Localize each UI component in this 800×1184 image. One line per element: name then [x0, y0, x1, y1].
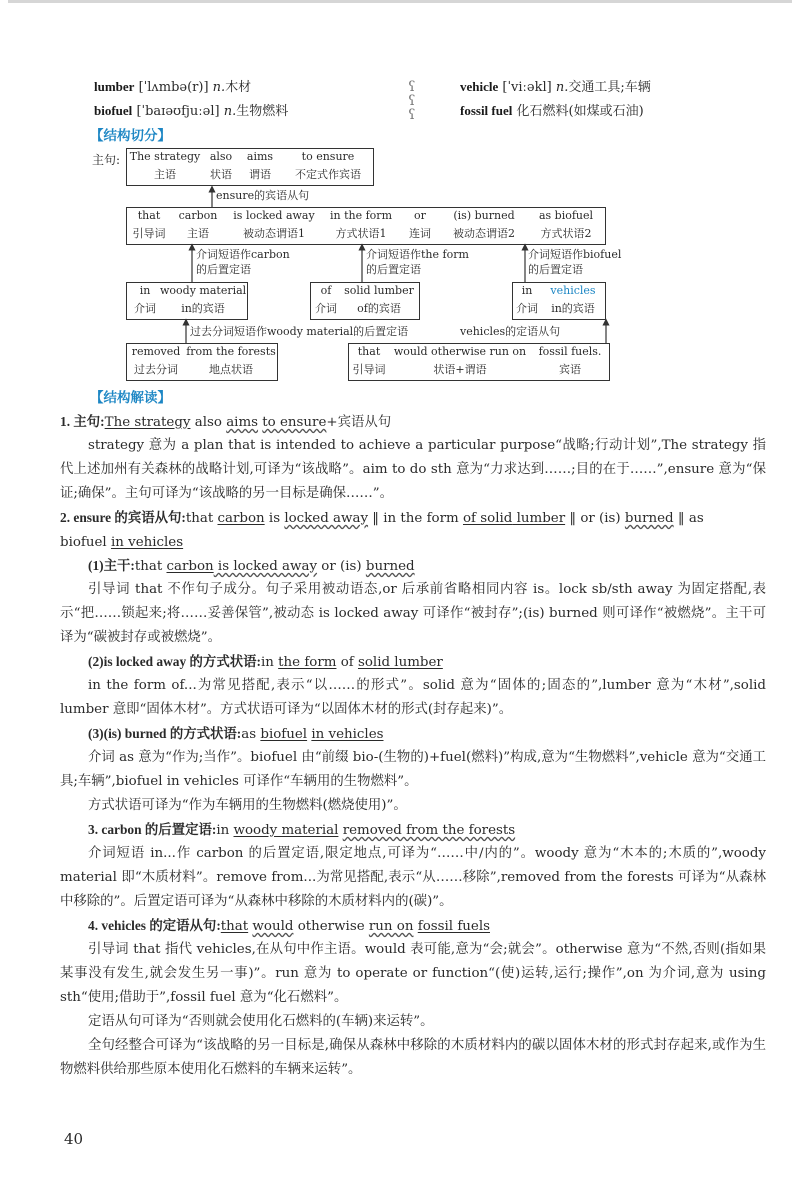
role-adverbial: 状语 — [210, 168, 232, 181]
role-past-participle: 过去分词 — [134, 363, 178, 376]
cell-is-locked-away: is locked away — [233, 209, 315, 222]
vocab-vehicle: vehicle [ˈviːəkl] n.交通工具;车辆 — [460, 79, 651, 95]
heading-ensure-object-clause: 2. ensure 的宾语从句:that carbon is locked away ‖ in the form of solid lumber ‖ or (is) burned ‖ as biofuel in vehicles — [60, 510, 704, 550]
cell-in-2: in — [521, 284, 533, 297]
role-preposition-1: 介词 — [134, 302, 156, 315]
role-passive-predicate-2: 被动态谓语2 — [453, 227, 515, 240]
note-ensure-object-clause: ensure的宾语从句 — [216, 189, 310, 202]
note-removed-postmodifier: 过去分词短语作woody material的后置定语 — [190, 325, 409, 338]
cell-to-ensure: to ensure — [301, 150, 355, 163]
paragraph-burned-manner: 介词 as 意为“作为;当作”。biofuel 由“前缀 bio-(生物的)+fuel(燃料)”构成,意为“生物燃料”,vehicle 意为“交通工具;车辆”,biofuel in vehicles 可译作“车辆用的生物燃料”。 — [60, 750, 766, 789]
main-clause-label: 主句: — [92, 153, 121, 167]
role-manner-adverbial-1: 方式状语1 — [335, 227, 387, 240]
heading-main-clause: 1. 主句:The strategy also aims to ensure+宾语从句 — [60, 414, 392, 430]
diagram-connectors — [0, 0, 800, 400]
page-number: 40 — [64, 1130, 84, 1148]
role-connector-2: 引导词 — [352, 363, 386, 376]
note-vehicles-relative-clause: vehicles的定语从句 — [460, 325, 561, 338]
paragraph-carbon-postmodifier: 介词短语 in...作 carbon 的后置定语,限定地点,可译为“……中/内的”。woody 意为“木本的;木质的”,woody material 即“木质材料”。remove from...为常见搭配,表示“从……移除”,removed from the forests 可译为“从森林中移除的”。后置定语可译为“从森林中移除的木质材料内的(碳)”。 — [60, 846, 766, 909]
role-in-object-2: in的宾语 — [551, 302, 595, 315]
cell-or: or — [414, 209, 426, 222]
cell-also: also — [209, 150, 233, 163]
heading-locked-away-manner: (2)is locked away 的方式状语:in the form of solid lumber — [88, 654, 443, 670]
role-infinitive-object: 不定式作宾语 — [295, 168, 361, 181]
paragraph-full-translation: 全句经整合可译为“该战略的另一目标是,确保从森林中移除的木质材料内的碳以固体木材的形式封存起来,或作为生物燃料供给那些原本使用化石燃料的车辆来运转”。 — [60, 1038, 766, 1077]
cell-is-burned: (is) burned — [453, 209, 515, 222]
cell-in-the-form: in the form — [330, 209, 392, 222]
cell-of: of — [320, 284, 332, 297]
section-structure-split: 【结构切分】 — [90, 128, 171, 144]
cell-that-2: that — [357, 345, 381, 358]
paragraph-main-trunk: 引导词 that 不作句子成分。句子采用被动语态,or 后承前省略相同内容 is。lock sb/sth away 为固定搭配,表示“把……锁起来;将……妥善保管”,被动态 is locked away 可译作“被封存”;(is) burned 则可译作“被燃烧”。主干可译为“碳被封存或被燃烧”。 — [60, 582, 766, 645]
role-object: 宾语 — [559, 363, 581, 376]
paragraph-vehicles-relative-clause: 引导词 that 指代 vehicles,在从句中作主语。would 表可能,意为“会;就会”。otherwise 意为“不然,否则(指如果某事没有发生,就会发生另一事)”。run 意为 to operate or function“(使)运转,运行;操作”,on 为介词,意为 using sth“使用;借助于”,fossil fuel 意为“化石燃料”。 — [60, 942, 766, 1005]
cell-removed: removed — [131, 345, 181, 358]
heading-main-trunk: (1)主干:that carbon is locked away or (is) burned — [88, 558, 415, 574]
cell-from-the-forests: from the forests — [186, 345, 276, 358]
paragraph-relative-clause-translation: 定语从句可译为“否则就会使用化石燃料的(车辆)来运转”。 — [88, 1014, 434, 1029]
role-subject-2: 主语 — [187, 227, 209, 240]
cell-solid-lumber: solid lumber — [344, 284, 414, 297]
paragraph-locked-away-manner: in the form of...为常见搭配,表示“以……的形式”。solid 意为“固体的;固态的”,lumber 意为“木材”,solid lumber 意即“固体木材”。方式状语可译为“以固体木材的形式(封存起来)”。 — [60, 678, 766, 717]
role-preposition-3: 介词 — [516, 302, 538, 315]
cell-aims: aims — [246, 150, 274, 163]
paragraph-burned-manner-translation: 方式状语可译为“作为车辆用的生物燃料(燃烧使用)”。 — [88, 798, 407, 813]
heading-carbon-postmodifier: 3. carbon 的后置定语:in woody material removed from the forests — [88, 822, 516, 838]
role-subject: 主语 — [154, 168, 176, 181]
role-adverbial-predicate: 状语+谓语 — [433, 363, 487, 376]
note-form-postmodifier: 介词短语作the form 的后置定语 — [366, 248, 469, 276]
cell-would-otherwise-run-on: would otherwise run on — [393, 345, 527, 358]
cell-in-1: in — [139, 284, 151, 297]
role-in-object-1: in的宾语 — [181, 302, 225, 315]
vocab-lumber: lumber [ˈlʌmbə(r)] n.木材 — [94, 79, 252, 95]
cell-woody-material: woody material — [160, 284, 247, 297]
vocab-fossil-fuel: fossil fuel 化石燃料(如煤或石油) — [460, 103, 644, 119]
role-predicate: 谓语 — [249, 168, 271, 181]
role-connector: 引导词 — [132, 227, 166, 240]
role-place-adverbial: 地点状语 — [209, 363, 253, 376]
note-biofuel-postmodifier: 介词短语作biofuel 的后置定语 — [528, 248, 622, 276]
cell-as-biofuel: as biofuel — [538, 209, 594, 222]
paragraph-main-clause: strategy 意为 a plan that is intended to achieve a particular purpose“战略;行动计划”,The strategy 指代上述加州有关森林的战略计划,可译为“该战略”。aim to do sth 意为“力求达到……;目的在于……”,ensure 意为“保证;确保”。主句可译为“该战略的另一目标是确保……”。 — [60, 438, 766, 501]
cell-carbon: carbon — [178, 209, 218, 222]
cell-vehicles: vehicles — [550, 284, 596, 297]
role-of-object: of的宾语 — [357, 302, 401, 315]
vocab-biofuel: biofuel [ˈbaɪəʊfjuːəl] n.生物燃料 — [94, 103, 289, 119]
heading-burned-manner: (3)(is) burned 的方式状语:as biofuel in vehicles — [88, 726, 384, 742]
section-structure-explain: 【结构解读】 — [90, 390, 171, 406]
cell-fossil-fuels: fossil fuels. — [538, 345, 602, 358]
heading-vehicles-relative-clause: 4. vehicles 的定语从句:that would otherwise run on fossil fuels — [88, 918, 490, 934]
cell-the-strategy: The strategy — [129, 150, 201, 163]
role-manner-adverbial-2: 方式状语2 — [540, 227, 592, 240]
role-passive-predicate-1: 被动态谓语1 — [243, 227, 305, 240]
role-conjunction: 连词 — [409, 227, 431, 240]
ornament-divider: ʕ ʕ ʕ — [408, 79, 416, 123]
cell-that: that — [137, 209, 161, 222]
note-carbon-postmodifier: 介词短语作carbon 的后置定语 — [196, 248, 290, 276]
role-preposition-2: 介词 — [315, 302, 337, 315]
